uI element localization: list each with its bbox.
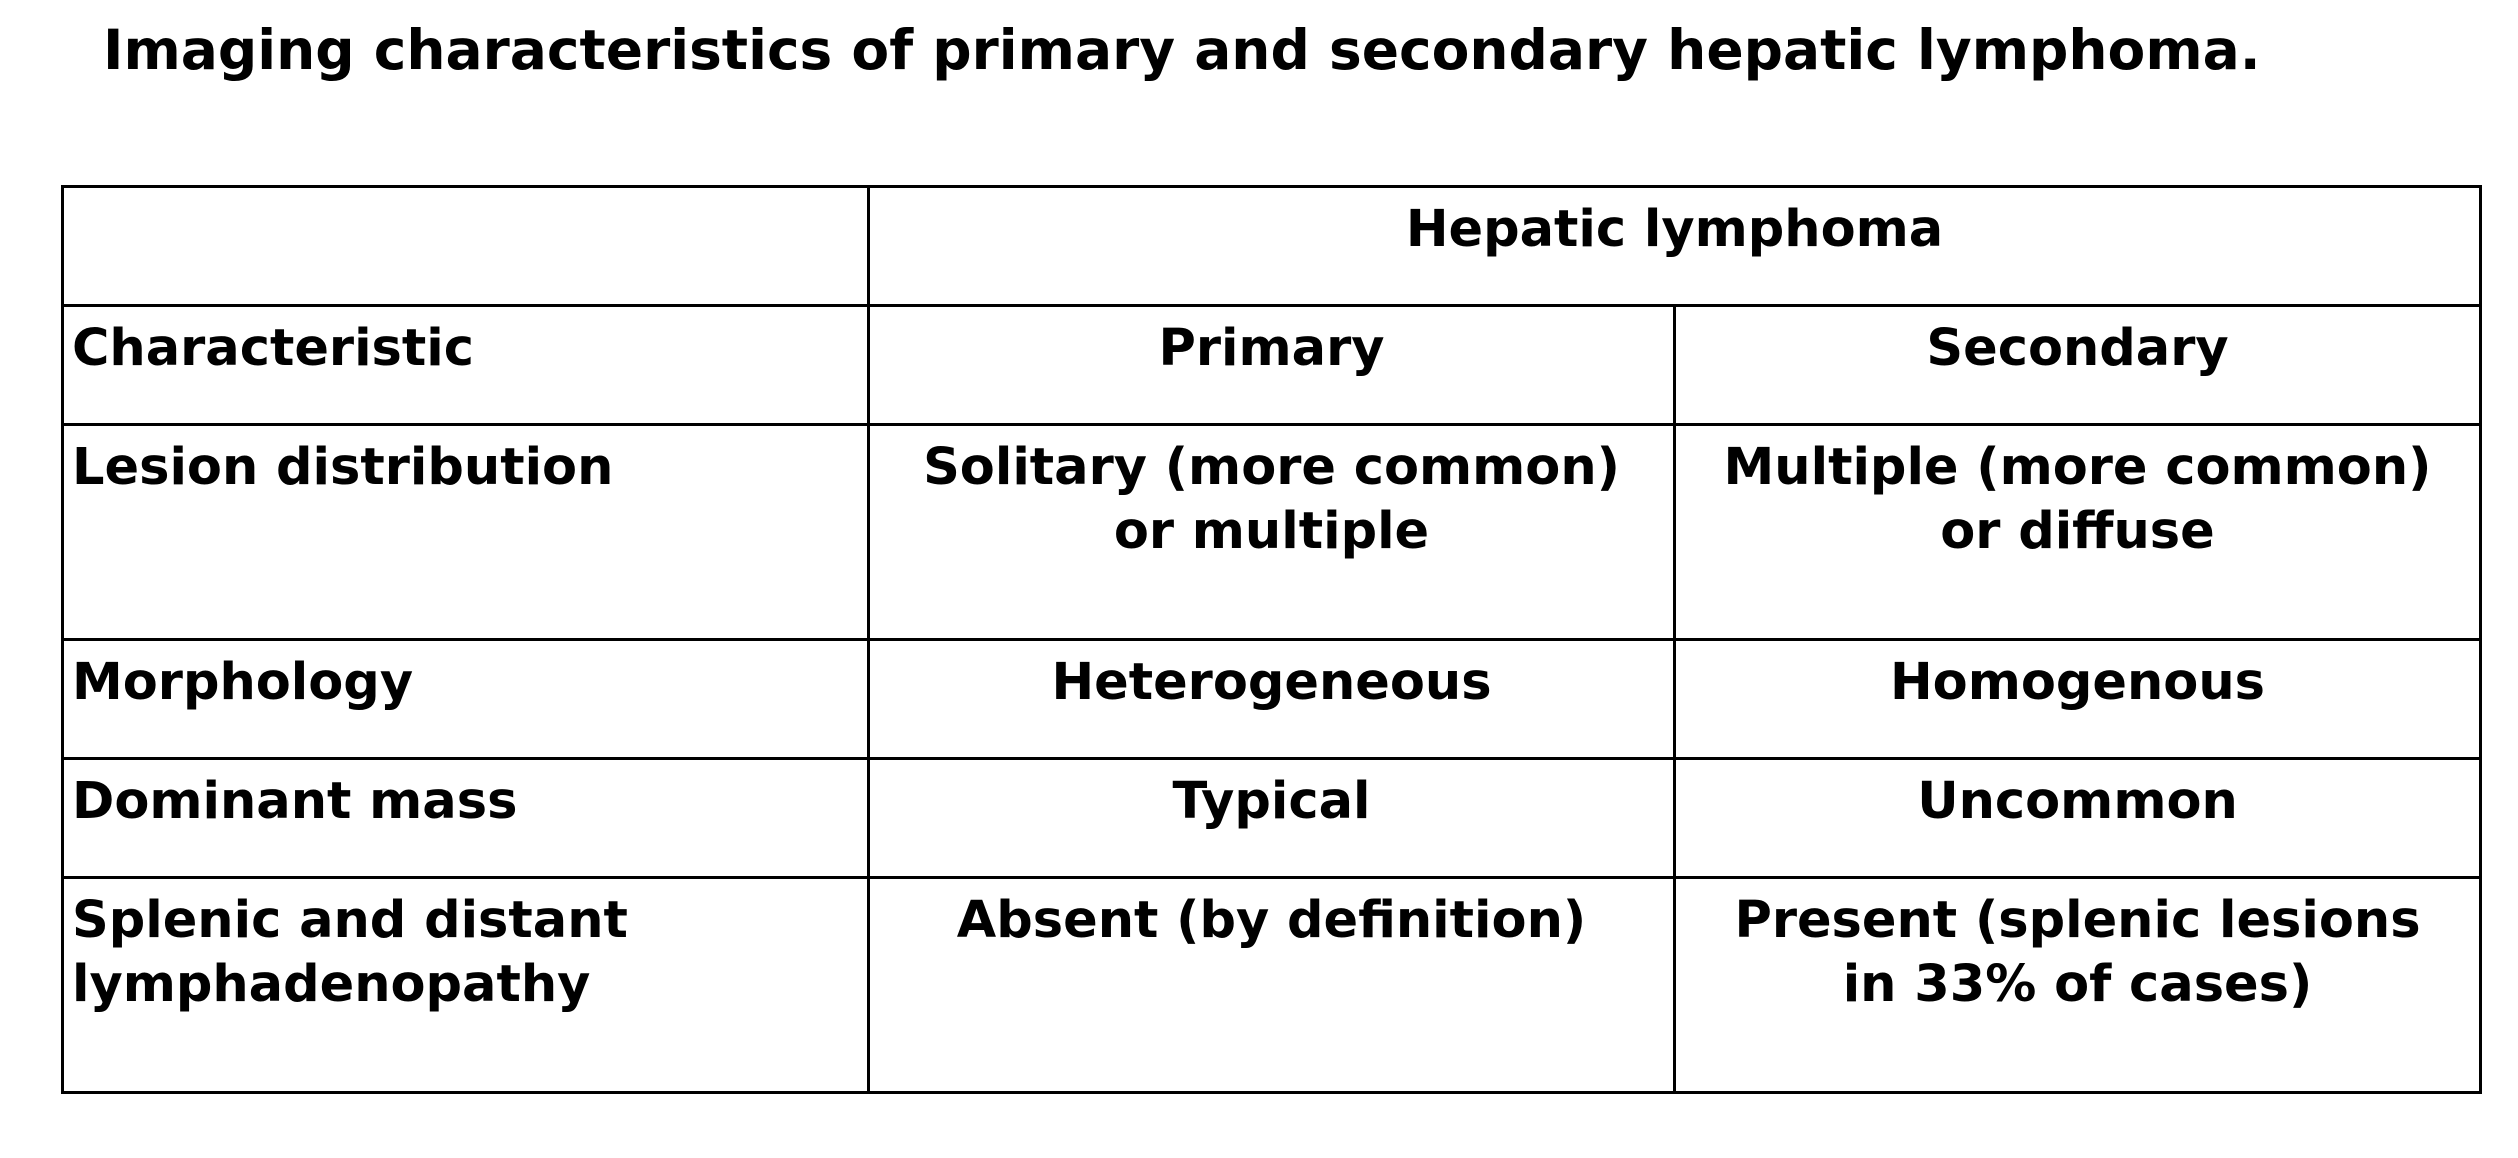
table-row bbox=[63, 759, 2481, 878]
table-row bbox=[63, 878, 2481, 1093]
column-header-primary: Primary bbox=[869, 306, 1675, 425]
table-row bbox=[63, 425, 2481, 640]
cell-secondary: Multiple (more common) or diffuse bbox=[1675, 425, 2481, 640]
cell-secondary: Uncommon bbox=[1675, 759, 2481, 878]
page-title: Imaging characteristics of primary and secondary hepatic lymphoma. bbox=[103, 18, 2261, 82]
cell-primary: Absent (by definition) bbox=[869, 878, 1675, 1093]
column-header-characteristic: Characteristic bbox=[63, 306, 869, 425]
cell-characteristic: Lesion distribution bbox=[63, 425, 869, 640]
table-header-row bbox=[63, 306, 2481, 425]
column-header-secondary: Secondary bbox=[1675, 306, 2481, 425]
cell-primary: Solitary (more common) or multiple bbox=[869, 425, 1675, 640]
group-header-label: Hepatic lymphoma bbox=[1405, 200, 1944, 259]
table-group-header-row bbox=[63, 187, 2481, 306]
cell-characteristic: Morphology bbox=[63, 640, 869, 759]
group-header-cell bbox=[869, 187, 2481, 306]
lymphoma-characteristics-table bbox=[61, 185, 2482, 1094]
cell-secondary: Present (splenic lesions in 33% of cases) bbox=[1675, 878, 2481, 1093]
empty-corner-cell bbox=[63, 187, 869, 306]
table-row bbox=[63, 640, 2481, 759]
cell-secondary: Homogenous bbox=[1675, 640, 2481, 759]
cell-characteristic: Splenic and distant lymphadenopathy bbox=[63, 878, 869, 1093]
cell-characteristic: Dominant mass bbox=[63, 759, 869, 878]
cell-primary: Heterogeneous bbox=[869, 640, 1675, 759]
cell-primary: Typical bbox=[869, 759, 1675, 878]
